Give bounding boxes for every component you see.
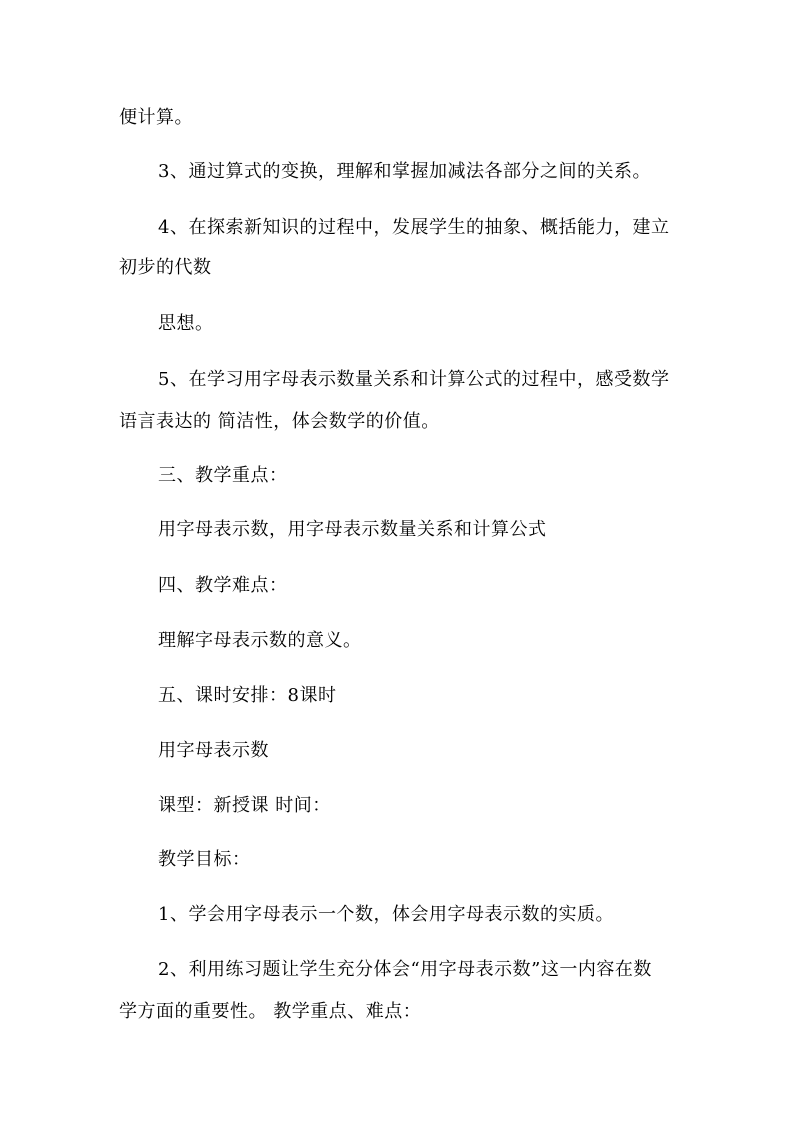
difficulties-text: 理解字母表示数的意义。 <box>158 630 362 651</box>
lesson-type: 课型：新授课 时间： <box>158 795 331 816</box>
section-heading-difficulties: 四、教学难点： <box>158 575 288 596</box>
teaching-goal-2: 2、利用练习题让学生充分体会“用字母表示数”这一内容在数 <box>158 959 652 980</box>
goal-item-5-cont: 语言表达的 简洁性，体会数学的价值。 <box>119 411 440 432</box>
lesson-title: 用字母表示数 <box>158 740 269 761</box>
goal-item-4-cont: 初步的代数 <box>119 257 212 278</box>
teaching-goal-2-cont: 学方面的重要性。 教学重点、难点： <box>119 1001 422 1022</box>
key-points-text: 用字母表示数，用字母表示数量关系和计算公式 <box>158 519 547 540</box>
goal-item-3: 3、通过算式的变换，理解和掌握加减法各部分之间的关系。 <box>158 161 651 182</box>
text-line-calc-end: 便计算。 <box>119 107 193 128</box>
section-heading-schedule: 五、课时安排：8课时 <box>158 685 337 706</box>
goal-item-4: 4、在探索新知识的过程中，发展学生的抽象、概括能力，建立 <box>158 217 670 238</box>
goal-item-4-cont-2: 思想。 <box>158 313 214 334</box>
teaching-goals-heading: 教学目标： <box>158 849 251 870</box>
section-heading-key-points: 三、教学重点： <box>158 465 288 486</box>
teaching-goal-1: 1、学会用字母表示一个数，体会用字母表示数的实质。 <box>158 904 614 925</box>
goal-item-5: 5、在学习用字母表示数量关系和计算公式的过程中，感受数学 <box>158 369 670 390</box>
